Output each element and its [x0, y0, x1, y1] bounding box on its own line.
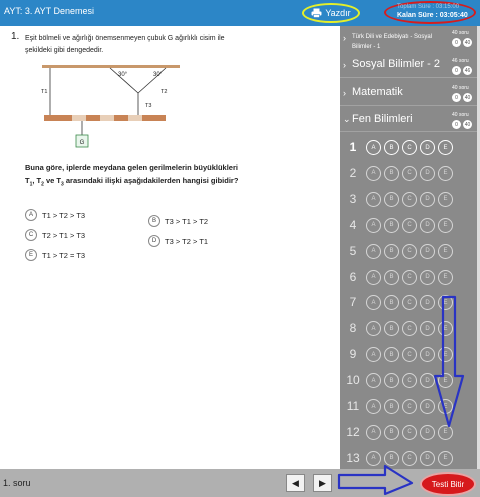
next-button[interactable] [313, 474, 332, 492]
chevron-down-icon: ⌄ [343, 114, 351, 124]
answer-bubble-a[interactable]: A [366, 270, 381, 285]
answer-bubble-d[interactable]: D [420, 192, 435, 207]
section-name: Fen Bilimleri [352, 113, 413, 125]
answer-bubble-e[interactable]: E [438, 140, 453, 155]
weight-label: G [79, 140, 85, 146]
answer-bubble-b[interactable]: B [384, 270, 399, 285]
answer-row [340, 419, 477, 445]
section-count: 40 soru [452, 85, 469, 91]
section-sosyal-2[interactable] [340, 56, 477, 78]
answer-bubble-a[interactable]: A [366, 218, 381, 233]
answer-bubble-e[interactable]: E [438, 166, 453, 181]
answer-bubble-e[interactable]: E [438, 192, 453, 207]
answer-bubble-d[interactable]: D [420, 451, 435, 466]
section-count: 40 soru [452, 30, 469, 36]
answer-row [340, 264, 477, 290]
option-letter: A [25, 209, 37, 221]
finish-test-button[interactable]: Testi Bitir [420, 472, 476, 496]
exam-title: AYT: 3. AYT Denemesi [4, 6, 95, 16]
answer-bubble-c[interactable]: C [402, 244, 417, 259]
answer-bubble-a[interactable]: A [366, 451, 381, 466]
answer-bubble-e[interactable]: E [438, 321, 453, 336]
answer-bubble-d[interactable]: D [420, 270, 435, 285]
option-text: T1 > T2 = T3 [42, 250, 86, 260]
answer-bubble-d[interactable]: D [420, 321, 435, 336]
question-figure [42, 63, 180, 149]
answer-bubble-e[interactable]: E [438, 270, 453, 285]
answer-bubble-b[interactable]: B [384, 295, 399, 310]
answer-bubble-e[interactable]: E [438, 218, 453, 233]
ceiling [42, 65, 180, 68]
answer-row [340, 367, 477, 393]
answer-bubble-c[interactable]: C [402, 425, 417, 440]
answer-bubble-a[interactable]: A [366, 295, 381, 310]
chevron-right-icon: › [343, 60, 346, 70]
remaining-badge: 40 [464, 94, 471, 101]
answer-bubble-b[interactable]: B [384, 347, 399, 362]
remaining-badge: 46 [464, 67, 471, 74]
label-t3: T3 [145, 103, 152, 109]
answered-badge: 0 [452, 38, 461, 47]
answer-bubble-a[interactable]: A [366, 192, 381, 207]
top-bar [0, 0, 480, 26]
answer-bubble-c[interactable]: C [402, 347, 417, 362]
question-number-label[interactable]: 12 [346, 424, 360, 439]
section-fen-bilimleri[interactable] [340, 110, 477, 132]
section-name: Sosyal Bilimler - 2 [352, 58, 441, 70]
option-text: T3 > T1 > T2 [165, 216, 209, 226]
answer-bubble-c[interactable]: C [402, 166, 417, 181]
answer-bubble-a[interactable]: A [366, 347, 381, 362]
option-text: T2 > T1 > T3 [42, 230, 86, 240]
label-t2: T2 [161, 89, 168, 95]
option-letter: D [148, 235, 160, 247]
question-number-label[interactable]: 6 [349, 269, 357, 284]
section-count: 40 soru [452, 112, 469, 118]
answer-row [340, 341, 477, 367]
option-a[interactable] [25, 209, 85, 221]
answered-badge: 0 [452, 93, 461, 102]
remaining-badge: 40 [464, 121, 471, 128]
answer-bubble-c[interactable]: C [402, 399, 417, 414]
question-number-label[interactable]: 4 [349, 217, 357, 232]
section-matematik[interactable] [340, 83, 477, 105]
answer-bubble-d[interactable]: D [420, 373, 435, 388]
answer-bubble-b[interactable]: B [384, 321, 399, 336]
answer-bubble-a[interactable]: A [366, 244, 381, 259]
answer-bubble-b[interactable]: B [384, 451, 399, 466]
question-number-label[interactable]: 11 [346, 399, 360, 413]
question-number-label[interactable]: 13 [346, 450, 360, 465]
answer-bubble-d[interactable]: D [420, 295, 435, 310]
answer-sidebar [340, 26, 477, 469]
answer-bubble-c[interactable]: C [402, 192, 417, 207]
print-button[interactable] [302, 3, 360, 23]
question-number-label[interactable]: 10 [346, 373, 360, 388]
option-d[interactable] [148, 235, 208, 247]
divider [340, 105, 477, 106]
answer-row [340, 315, 477, 341]
section-name: Matematik [352, 86, 403, 98]
answer-bubble-d[interactable]: D [420, 218, 435, 233]
answer-bubble-e[interactable]: E [438, 244, 453, 259]
question-number-label[interactable]: 7 [349, 295, 357, 310]
answer-bubble-c[interactable]: C [402, 321, 417, 336]
option-e[interactable] [25, 249, 85, 261]
answer-bubble-d[interactable]: D [420, 399, 435, 414]
prompt-suffix: arasındaki ilişki aşağıdakilerden hangisi gibidir? [63, 176, 239, 185]
answer-bubble-b[interactable]: B [384, 218, 399, 233]
chevron-right-icon: ▶ [319, 477, 326, 488]
answer-bubble-c[interactable]: C [402, 140, 417, 155]
answer-bubble-c[interactable]: C [402, 373, 417, 388]
answer-bubble-b[interactable]: B [384, 244, 399, 259]
answer-bubble-c[interactable]: C [402, 451, 417, 466]
answer-bubble-e[interactable]: E [438, 347, 453, 362]
time-panel [384, 1, 476, 24]
question-number: 1. [11, 31, 20, 42]
option-b[interactable] [148, 215, 208, 227]
answer-bubble-d[interactable]: D [420, 166, 435, 181]
chevron-left-icon: ◀ [292, 477, 299, 488]
chevron-right-icon: › [343, 33, 346, 43]
prompt-prefix: Buna göre, iplerde meydana gelen gerilmelerin büyüklükleri T [25, 163, 238, 185]
answer-bubble-d[interactable]: D [420, 347, 435, 362]
printer-icon [311, 8, 322, 18]
question-text: Eşit bölmeli ve ağırlığı önemsenmeyen çubuk G ağırlıklı cisim ile şekildeki gibi dengededir. [25, 35, 225, 54]
angle-left: 30° [118, 72, 128, 78]
angle-right: 30° [153, 72, 163, 78]
answer-row [340, 186, 477, 212]
answered-badge: 0 [452, 120, 461, 129]
answer-bubble-b[interactable]: B [384, 373, 399, 388]
answered-badge: 0 [452, 66, 461, 75]
prev-button[interactable] [286, 474, 305, 492]
answer-bubble-b[interactable]: B [384, 399, 399, 414]
option-letter: B [148, 215, 160, 227]
answer-bubble-b[interactable]: B [384, 166, 399, 181]
section-turk-dili[interactable] [340, 28, 477, 54]
answer-bubble-e[interactable]: E [438, 425, 453, 440]
answer-bubble-e[interactable]: E [438, 399, 453, 414]
answer-bubble-d[interactable]: D [420, 140, 435, 155]
question-prompt: Buna göre, iplerde meydana gelen gerilmelerin büyüklükleri $T_1$, $T_2$ ve $T_3$ arasındaki ilişki aşağıdakilerden hangisi gibidir? [25, 163, 239, 188]
question-number-label[interactable]: 1 [349, 140, 357, 154]
question-number-label[interactable]: 3 [349, 191, 357, 206]
section-count: 46 soru [452, 58, 469, 64]
current-question-label: 1. soru [3, 478, 31, 488]
answer-bubble-a[interactable]: A [366, 321, 381, 336]
total-time: Toplam Süre : 03:15:00 [397, 4, 460, 10]
answer-bubble-a[interactable]: A [366, 373, 381, 388]
answer-bubble-d[interactable]: D [420, 425, 435, 440]
answer-bubble-b[interactable]: B [384, 140, 399, 155]
answer-row [340, 393, 477, 419]
answer-bubble-c[interactable]: C [402, 270, 417, 285]
question-number-label[interactable]: 9 [349, 347, 357, 362]
answer-bubble-a[interactable]: A [366, 140, 381, 155]
remaining-badge: 40 [464, 39, 471, 46]
print-label: Yazdır [325, 8, 351, 18]
answer-bubble-b[interactable]: B [384, 425, 399, 440]
answer-row [340, 289, 477, 315]
answer-bubble-c[interactable]: C [402, 295, 417, 310]
bottom-bar [0, 469, 480, 497]
answer-bubble-a[interactable]: A [366, 425, 381, 440]
answer-bubble-e[interactable]: E [438, 295, 453, 310]
option-letter: E [25, 249, 37, 261]
option-text: T1 > T2 > T3 [42, 210, 86, 220]
answer-bubble-e[interactable]: E [438, 451, 453, 466]
answer-bubble-e[interactable]: E [438, 373, 453, 388]
remaining-time: Kalan Süre : 03:05:40 [397, 12, 468, 19]
answer-bubble-a[interactable]: A [366, 399, 381, 414]
question-number-label[interactable]: 8 [349, 321, 357, 336]
answer-bubble-d[interactable]: D [420, 244, 435, 259]
answer-row [340, 212, 477, 238]
answer-bubble-b[interactable]: B [384, 192, 399, 207]
question-number-label[interactable]: 2 [349, 165, 357, 180]
answer-row [340, 160, 477, 186]
answer-bubble-c[interactable]: C [402, 218, 417, 233]
option-letter: C [25, 229, 37, 241]
answer-row [340, 445, 477, 471]
question-number-label[interactable]: 5 [349, 243, 357, 258]
answer-row [340, 238, 477, 264]
option-c[interactable] [25, 229, 85, 241]
answer-bubble-a[interactable]: A [366, 166, 381, 181]
section-name: Türk Dili ve Edebiyatı - Sosyal Bilimler - 1 [352, 34, 433, 50]
label-t1: T1 [41, 89, 48, 95]
option-text: T3 > T2 > T1 [165, 236, 209, 246]
chevron-right-icon: › [343, 88, 346, 98]
answer-row [340, 134, 477, 160]
